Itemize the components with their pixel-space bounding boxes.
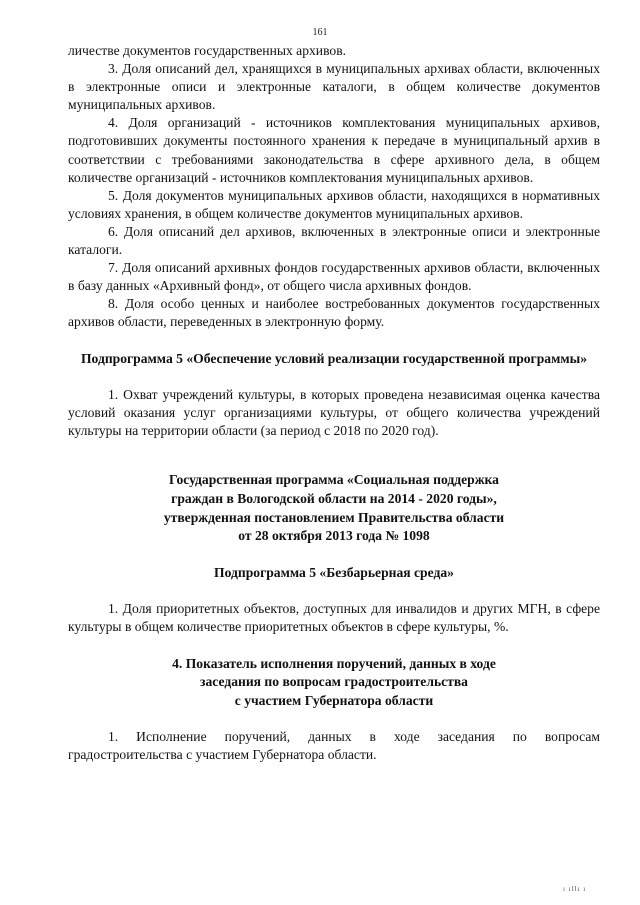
- section4-heading: [68, 655, 600, 711]
- list-item-3: 3. Доля описаний дел, хранящихся в муниципальных архивах области, включенных в электронные описи и электронные каталоги, в общем количестве документов муниципальных архивов.: [68, 61, 600, 113]
- program-heading-line: утвержденная постановлением Правительства области: [163, 509, 505, 525]
- subprogram5-item: 1. Охват учреждений культуры, в которых проведена независимая оценка качества условий оказания услуг организациями культуры, от общего количества учреждений культуры на территории области (за период с 2018 по 2020 год).: [68, 387, 600, 439]
- barrier-free-item: 1. Доля приоритетных объектов, доступных для инвалидов и других МГН, в сфере культуры в общем количестве приоритетных объектов в сфере культуры, %.: [68, 601, 600, 635]
- list-item-7: 7. Доля описаний архивных фондов государственных архивов области, включенных в базу данных «Архивный фонд», от общего числа архивных фондов.: [68, 260, 600, 294]
- list-item-4: 4. Доля организаций - источников комплектования муниципальных архивов, подготовивших документы постоянного хранения к передаче в муниципальный архив в соответствии с требованиями законодательства в сфере архивного дела, в общем количестве организаций - источников комплектования муниципальных архивов.: [68, 115, 600, 185]
- section4-heading-line: 4. Показатель исполнения поручений, данных в ходе: [172, 655, 496, 671]
- section4-heading-line: заседания по вопросам градостроительства: [200, 674, 468, 690]
- list-item-5: 5. Доля документов муниципальных архивов области, находящихся в нормативных условиях хранения, в общем количестве документов муниципальных архивов.: [68, 187, 600, 221]
- subprogram5-heading: Подпрограмма 5 «Обеспечение условий реализации государственной программы»: [80, 350, 588, 366]
- barrier-free-heading: Подпрограмма 5 «Безбарьерная среда»: [214, 564, 454, 580]
- list-item-8: 8. Доля особо ценных и наиболее востребованных документов государственных архивов области, переведенных в электронную форму.: [68, 296, 600, 330]
- paragraph-continued: личестве документов государственных архивов.: [68, 43, 347, 58]
- program-heading: [68, 471, 600, 545]
- section4-heading-line: с участием Губернатора области: [234, 692, 434, 708]
- program-heading-line: от 28 октября 2013 года № 1098: [238, 528, 430, 544]
- scan-mark: ı ıllı ı: [563, 885, 587, 893]
- document-body: [68, 42, 600, 765]
- program-heading-line: Государственная программа «Социальная поддержка: [169, 472, 499, 488]
- list-item-6: 6. Доля описаний дел архивов, включенных в электронные описи и электронные каталоги.: [68, 223, 600, 258]
- page-number: 161: [312, 27, 328, 38]
- section4-item: 1. Исполнение поручений, данных в ходе заседания по вопросам градостроительства с участием Губернатора области.: [68, 729, 600, 763]
- program-heading-line: граждан в Вологодской области на 2014 - 2020 годы»,: [171, 490, 497, 506]
